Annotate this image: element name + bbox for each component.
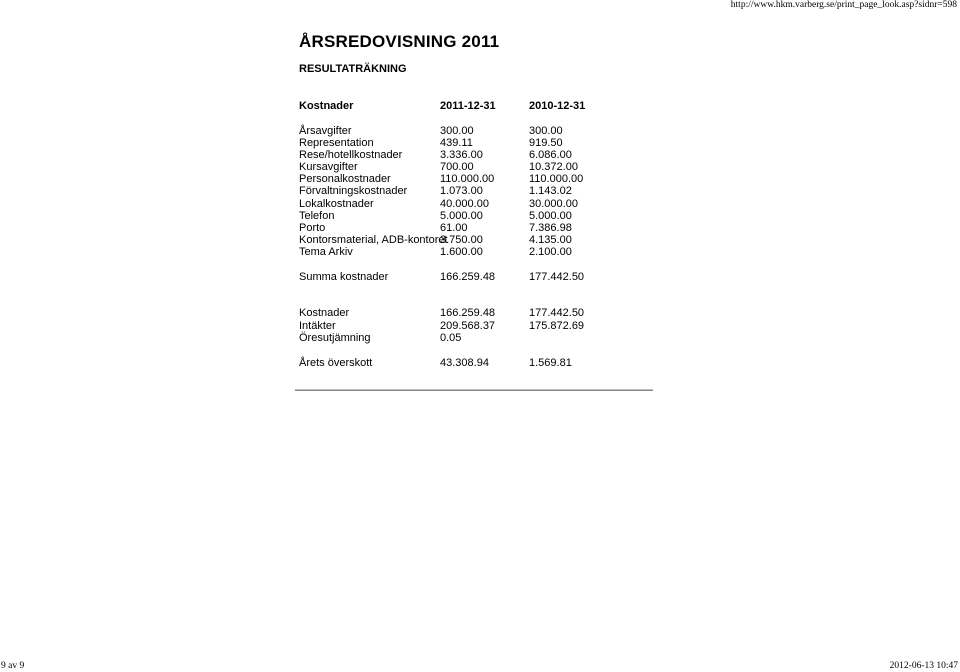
- row-value-2010: 175.872.69: [529, 320, 585, 332]
- header-year-2011: 2011-12-31: [440, 100, 496, 112]
- row-label: Tema Arkiv: [299, 246, 353, 258]
- row-value-2010: 1.143.02: [529, 185, 572, 197]
- row-value-2011: 700.00: [440, 161, 474, 173]
- print-datetime: 2012-06-13 10:47: [889, 661, 958, 671]
- row-value-2010: 4.135.00: [529, 234, 572, 246]
- row-value-2010: 177.442.50: [529, 307, 585, 319]
- row-value-2011: 5.000.00: [440, 210, 483, 222]
- row-value-2010: 30.000.00: [529, 198, 578, 210]
- row-value-2011: 166.259.48: [440, 271, 496, 283]
- row-label: Kostnader: [299, 307, 350, 319]
- header-year-2010: 2010-12-31: [529, 100, 586, 112]
- row-value-2010: 2.100.00: [529, 246, 572, 258]
- row-value-2011: 3.336.00: [440, 149, 483, 161]
- row-value-2010: 110.000.00: [529, 173, 584, 185]
- print-page-number: 9 av 9: [1, 661, 25, 671]
- row-label: Årets överskott: [299, 357, 373, 369]
- row-label: Öresutjämning: [299, 332, 371, 344]
- row-label: Intäkter: [299, 320, 336, 332]
- row-value-2010: 6.086.00: [529, 149, 572, 161]
- row-label: Personalkostnader: [299, 173, 391, 185]
- row-value-2011: 0.05: [440, 332, 462, 344]
- row-label: Representation: [299, 137, 374, 149]
- row-label: Lokalkostnader: [299, 198, 374, 210]
- report-title: ÅRSREDOVISNING 2011: [299, 32, 500, 51]
- row-value-2011: 439.11: [440, 137, 473, 149]
- report-subtitle: RESULTATRÄKNING: [299, 63, 407, 75]
- row-value-2011: 40.000.00: [440, 198, 489, 210]
- row-value-2010: 300.00: [529, 125, 563, 137]
- row-label: Årsavgifter: [299, 125, 352, 137]
- row-value-2010: 177.442.50: [529, 271, 585, 283]
- row-value-2011: 110.000.00: [440, 173, 495, 185]
- row-label: Kontorsmaterial, ADB-kontoret: [299, 234, 448, 246]
- row-value-2011: 209.568.37: [440, 320, 496, 332]
- row-value-2010: 5.000.00: [529, 210, 572, 222]
- row-value-2011: 3.750.00: [440, 234, 483, 246]
- row-label: Kursavgifter: [299, 161, 358, 173]
- row-value-2010: 10.372.00: [529, 161, 578, 173]
- header-label: Kostnader: [299, 100, 354, 112]
- section-divider: [295, 389, 653, 391]
- row-value-2011: 61.00: [440, 222, 468, 234]
- row-label: Summa kostnader: [299, 271, 389, 283]
- row-value-2011: 1.600.00: [440, 246, 483, 258]
- row-label: Rese/hotellkostnader: [299, 149, 403, 161]
- row-value-2011: 300.00: [440, 125, 474, 137]
- row-value-2011: 1.073.00: [440, 185, 483, 197]
- row-value-2011: 166.259.48: [440, 307, 496, 319]
- row-value-2010: 919.50: [529, 137, 563, 149]
- row-value-2010: 7.386.98: [529, 222, 572, 234]
- row-label: Porto: [299, 222, 326, 234]
- row-label: Förvaltningskostnader: [299, 185, 408, 197]
- print-url: http://www.hkm.varberg.se/print_page_look.asp?sidnr=598: [730, 0, 957, 10]
- row-value-2010: 1.569.81: [529, 357, 572, 369]
- row-value-2011: 43.308.94: [440, 357, 489, 369]
- row-label: Telefon: [299, 210, 335, 222]
